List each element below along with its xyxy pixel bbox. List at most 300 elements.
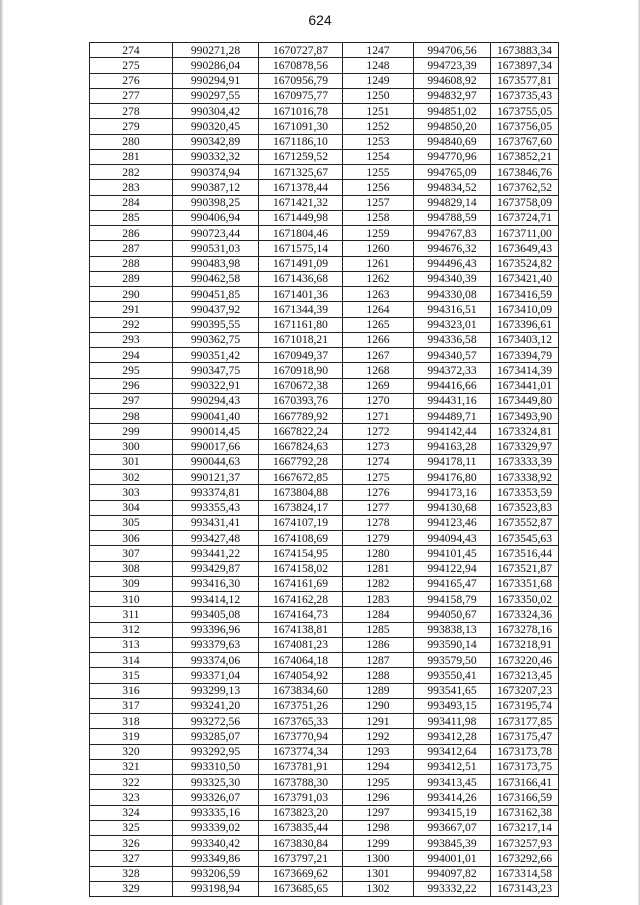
y-coordinate-cell: 1673394,79: [491, 348, 559, 363]
x-coordinate-cell: 993335,16: [173, 805, 259, 820]
y-coordinate-cell: 1673324,81: [491, 424, 559, 439]
point-number-cell: 292: [90, 317, 173, 332]
y-coordinate-cell: 1673577,81: [491, 73, 559, 88]
point-number-cell: 305: [90, 515, 173, 530]
x-coordinate-cell: 993590,14: [414, 637, 491, 652]
point-number-cell: 295: [90, 363, 173, 378]
table-row: [90, 881, 559, 896]
y-coordinate-cell: 1673333,39: [491, 454, 559, 469]
point-number-cell: 1301: [343, 866, 414, 881]
x-coordinate-cell: 990406,94: [173, 210, 259, 225]
point-number-cell: 282: [90, 165, 173, 180]
point-number-cell: 1268: [343, 363, 414, 378]
point-number-cell: 283: [90, 180, 173, 195]
table-row: [90, 622, 559, 637]
point-number-cell: 308: [90, 561, 173, 576]
x-coordinate-cell: 994767,83: [414, 226, 491, 241]
table-row: [90, 271, 559, 286]
point-number-cell: 1256: [343, 180, 414, 195]
x-coordinate-cell: 990451,85: [173, 287, 259, 302]
point-number-cell: 297: [90, 393, 173, 408]
table-row: [90, 195, 559, 210]
x-coordinate-cell: 994340,57: [414, 348, 491, 363]
point-number-cell: 278: [90, 104, 173, 119]
point-number-cell: 1254: [343, 149, 414, 164]
x-coordinate-cell: 994834,52: [414, 180, 491, 195]
point-number-cell: 279: [90, 119, 173, 134]
y-coordinate-cell: 1670393,76: [259, 393, 343, 408]
x-coordinate-cell: 993412,28: [414, 729, 491, 744]
y-coordinate-cell: 1673213,45: [491, 668, 559, 683]
x-coordinate-cell: 990320,45: [173, 119, 259, 134]
x-coordinate-cell: 994340,39: [414, 271, 491, 286]
table-row: [90, 332, 559, 347]
table-row: [90, 805, 559, 820]
table-row: [90, 820, 559, 835]
y-coordinate-cell: 1673516,44: [491, 546, 559, 561]
y-coordinate-cell: 1673416,59: [491, 287, 559, 302]
x-coordinate-cell: 994173,16: [414, 485, 491, 500]
table-row: [90, 698, 559, 713]
y-coordinate-cell: 1671091,30: [259, 119, 343, 134]
table-row: [90, 836, 559, 851]
y-coordinate-cell: 1673449,80: [491, 393, 559, 408]
point-number-cell: 277: [90, 88, 173, 103]
point-number-cell: 1247: [343, 43, 414, 58]
x-coordinate-cell: 993371,04: [173, 668, 259, 683]
y-coordinate-cell: 1673834,60: [259, 683, 343, 698]
x-coordinate-cell: 993379,63: [173, 637, 259, 652]
y-coordinate-cell: 1673173,78: [491, 744, 559, 759]
x-coordinate-cell: 993292,95: [173, 744, 259, 759]
point-number-cell: 1293: [343, 744, 414, 759]
point-number-cell: 321: [90, 759, 173, 774]
y-coordinate-cell: 1673324,36: [491, 607, 559, 622]
point-number-cell: 1259: [343, 226, 414, 241]
y-coordinate-cell: 1674164,73: [259, 607, 343, 622]
y-coordinate-cell: 1667822,24: [259, 424, 343, 439]
x-coordinate-cell: 993310,50: [173, 759, 259, 774]
point-number-cell: 300: [90, 439, 173, 454]
point-number-cell: 1273: [343, 439, 414, 454]
y-coordinate-cell: 1673218,91: [491, 637, 559, 652]
point-number-cell: 1284: [343, 607, 414, 622]
point-number-cell: 316: [90, 683, 173, 698]
x-coordinate-cell: 994676,32: [414, 241, 491, 256]
x-coordinate-cell: 994431,16: [414, 393, 491, 408]
x-coordinate-cell: 994788,59: [414, 210, 491, 225]
x-coordinate-cell: 993272,56: [173, 714, 259, 729]
x-coordinate-cell: 990347,75: [173, 363, 259, 378]
x-coordinate-cell: 994163,28: [414, 439, 491, 454]
x-coordinate-cell: 993541,65: [414, 683, 491, 698]
table-row: [90, 775, 559, 790]
point-number-cell: 324: [90, 805, 173, 820]
y-coordinate-cell: 1673403,12: [491, 332, 559, 347]
point-number-cell: 326: [90, 836, 173, 851]
y-coordinate-cell: 1673797,21: [259, 851, 343, 866]
point-number-cell: 303: [90, 485, 173, 500]
y-coordinate-cell: 1670956,79: [259, 73, 343, 88]
table-row: [90, 790, 559, 805]
x-coordinate-cell: 993299,13: [173, 683, 259, 698]
x-coordinate-cell: 990531,03: [173, 241, 259, 256]
point-number-cell: 312: [90, 622, 173, 637]
y-coordinate-cell: 1673351,68: [491, 576, 559, 591]
table-row: [90, 851, 559, 866]
point-number-cell: 276: [90, 73, 173, 88]
x-coordinate-cell: 994850,20: [414, 119, 491, 134]
y-coordinate-cell: 1673166,41: [491, 775, 559, 790]
y-coordinate-cell: 1673162,38: [491, 805, 559, 820]
table-row: [90, 88, 559, 103]
y-coordinate-cell: 1673217,14: [491, 820, 559, 835]
x-coordinate-cell: 990387,12: [173, 180, 259, 195]
y-coordinate-cell: 1674064,18: [259, 653, 343, 668]
x-coordinate-cell: 994496,43: [414, 256, 491, 271]
table-row: [90, 180, 559, 195]
x-coordinate-cell: 990286,04: [173, 58, 259, 73]
point-number-cell: 1299: [343, 836, 414, 851]
x-coordinate-cell: 993429,87: [173, 561, 259, 576]
y-coordinate-cell: 1673788,30: [259, 775, 343, 790]
table-row: [90, 454, 559, 469]
point-number-cell: 1263: [343, 287, 414, 302]
y-coordinate-cell: 1671018,21: [259, 332, 343, 347]
point-number-cell: 1262: [343, 271, 414, 286]
y-coordinate-cell: 1670975,77: [259, 88, 343, 103]
y-coordinate-cell: 1673791,03: [259, 790, 343, 805]
page-number: 624: [308, 12, 332, 28]
point-number-cell: 319: [90, 729, 173, 744]
point-number-cell: 298: [90, 409, 173, 424]
point-number-cell: 329: [90, 881, 173, 896]
y-coordinate-cell: 1673758,09: [491, 195, 559, 210]
x-coordinate-cell: 990297,55: [173, 88, 259, 103]
table-row: [90, 363, 559, 378]
y-coordinate-cell: 1673257,93: [491, 836, 559, 851]
point-number-cell: 320: [90, 744, 173, 759]
x-coordinate-cell: 990304,42: [173, 104, 259, 119]
y-coordinate-cell: 1671436,68: [259, 271, 343, 286]
y-coordinate-cell: 1673220,46: [491, 653, 559, 668]
y-coordinate-cell: 1667824,63: [259, 439, 343, 454]
x-coordinate-cell: 990374,94: [173, 165, 259, 180]
x-coordinate-cell: 994142,44: [414, 424, 491, 439]
table-row: [90, 226, 559, 241]
point-number-cell: 1258: [343, 210, 414, 225]
x-coordinate-cell: 993396,96: [173, 622, 259, 637]
y-coordinate-cell: 1673493,90: [491, 409, 559, 424]
point-number-cell: 299: [90, 424, 173, 439]
point-number-cell: 285: [90, 210, 173, 225]
y-coordinate-cell: 1671325,67: [259, 165, 343, 180]
y-coordinate-cell: 1673804,88: [259, 485, 343, 500]
x-coordinate-cell: 994316,51: [414, 302, 491, 317]
point-number-cell: 1291: [343, 714, 414, 729]
x-coordinate-cell: 993285,07: [173, 729, 259, 744]
y-coordinate-cell: 1673521,87: [491, 561, 559, 576]
point-number-cell: 284: [90, 195, 173, 210]
x-coordinate-cell: 993405,08: [173, 607, 259, 622]
point-number-cell: 304: [90, 500, 173, 515]
point-number-cell: 1271: [343, 409, 414, 424]
point-number-cell: 301: [90, 454, 173, 469]
y-coordinate-cell: 1671804,46: [259, 226, 343, 241]
point-number-cell: 1278: [343, 515, 414, 530]
y-coordinate-cell: 1673724,71: [491, 210, 559, 225]
y-coordinate-cell: 1674158,02: [259, 561, 343, 576]
y-coordinate-cell: 1673669,62: [259, 866, 343, 881]
point-number-cell: 1295: [343, 775, 414, 790]
table-row: [90, 241, 559, 256]
y-coordinate-cell: 1673846,76: [491, 165, 559, 180]
point-number-cell: 1270: [343, 393, 414, 408]
x-coordinate-cell: 994165,47: [414, 576, 491, 591]
x-coordinate-cell: 990342,89: [173, 134, 259, 149]
y-coordinate-cell: 1673897,34: [491, 58, 559, 73]
y-coordinate-cell: 1673414,39: [491, 363, 559, 378]
point-number-cell: 290: [90, 287, 173, 302]
y-coordinate-cell: 1673751,26: [259, 698, 343, 713]
table-row: [90, 546, 559, 561]
y-coordinate-cell: 1673552,87: [491, 515, 559, 530]
x-coordinate-cell: 990271,28: [173, 43, 259, 58]
y-coordinate-cell: 1673770,94: [259, 729, 343, 744]
y-coordinate-cell: 1671449,98: [259, 210, 343, 225]
x-coordinate-cell: 990017,66: [173, 439, 259, 454]
x-coordinate-cell: 990483,98: [173, 256, 259, 271]
x-coordinate-cell: 994832,97: [414, 88, 491, 103]
point-number-cell: 1266: [343, 332, 414, 347]
y-coordinate-cell: 1673421,40: [491, 271, 559, 286]
y-coordinate-cell: 1671575,14: [259, 241, 343, 256]
x-coordinate-cell: 990294,43: [173, 393, 259, 408]
point-number-cell: 328: [90, 866, 173, 881]
x-coordinate-cell: 993414,26: [414, 790, 491, 805]
table-row: [90, 73, 559, 88]
x-coordinate-cell: 990121,37: [173, 470, 259, 485]
y-coordinate-cell: 1673353,59: [491, 485, 559, 500]
table-row: [90, 561, 559, 576]
table-row: [90, 165, 559, 180]
x-coordinate-cell: 990294,91: [173, 73, 259, 88]
point-number-cell: 1296: [343, 790, 414, 805]
y-coordinate-cell: 1673545,63: [491, 531, 559, 546]
point-number-cell: 306: [90, 531, 173, 546]
x-coordinate-cell: 993427,48: [173, 531, 259, 546]
y-coordinate-cell: 1670949,37: [259, 348, 343, 363]
x-coordinate-cell: 990723,44: [173, 226, 259, 241]
table-row: [90, 302, 559, 317]
point-number-cell: 1287: [343, 653, 414, 668]
point-number-cell: 302: [90, 470, 173, 485]
x-coordinate-cell: 990014,45: [173, 424, 259, 439]
x-coordinate-cell: 994829,14: [414, 195, 491, 210]
point-number-cell: 317: [90, 698, 173, 713]
y-coordinate-cell: 1673177,85: [491, 714, 559, 729]
x-coordinate-cell: 993340,42: [173, 836, 259, 851]
point-number-cell: 1249: [343, 73, 414, 88]
x-coordinate-cell: 993339,02: [173, 820, 259, 835]
y-coordinate-cell: 1673781,91: [259, 759, 343, 774]
y-coordinate-cell: 1673173,75: [491, 759, 559, 774]
point-number-cell: 315: [90, 668, 173, 683]
x-coordinate-cell: 994101,45: [414, 546, 491, 561]
y-coordinate-cell: 1673410,09: [491, 302, 559, 317]
x-coordinate-cell: 990044,63: [173, 454, 259, 469]
y-coordinate-cell: 1673195,74: [491, 698, 559, 713]
point-number-cell: 1272: [343, 424, 414, 439]
table-row: [90, 607, 559, 622]
point-number-cell: 1275: [343, 470, 414, 485]
page-edge-left: [0, 0, 3, 905]
y-coordinate-cell: 1671161,80: [259, 317, 343, 332]
y-coordinate-cell: 1670878,56: [259, 58, 343, 73]
y-coordinate-cell: 1673765,33: [259, 714, 343, 729]
point-number-cell: 314: [90, 653, 173, 668]
y-coordinate-cell: 1671378,44: [259, 180, 343, 195]
y-coordinate-cell: 1670918,90: [259, 363, 343, 378]
table-row: [90, 149, 559, 164]
point-number-cell: 1289: [343, 683, 414, 698]
y-coordinate-cell: 1671186,10: [259, 134, 343, 149]
y-coordinate-cell: 1673830,84: [259, 836, 343, 851]
x-coordinate-cell: 994097,82: [414, 866, 491, 881]
point-number-cell: 1252: [343, 119, 414, 134]
table-row: [90, 210, 559, 225]
x-coordinate-cell: 993412,64: [414, 744, 491, 759]
x-coordinate-cell: 993415,19: [414, 805, 491, 820]
x-coordinate-cell: 994001,01: [414, 851, 491, 866]
x-coordinate-cell: 990437,92: [173, 302, 259, 317]
y-coordinate-cell: 1673278,16: [491, 622, 559, 637]
table-row: [90, 714, 559, 729]
x-coordinate-cell: 990041,40: [173, 409, 259, 424]
y-coordinate-cell: 1667792,28: [259, 454, 343, 469]
x-coordinate-cell: 994489,71: [414, 409, 491, 424]
point-number-cell: 307: [90, 546, 173, 561]
x-coordinate-cell: 993431,41: [173, 515, 259, 530]
point-number-cell: 1277: [343, 500, 414, 515]
x-coordinate-cell: 993374,06: [173, 653, 259, 668]
table-row: [90, 576, 559, 591]
x-coordinate-cell: 994330,08: [414, 287, 491, 302]
x-coordinate-cell: 993349,86: [173, 851, 259, 866]
x-coordinate-cell: 993325,30: [173, 775, 259, 790]
point-number-cell: 313: [90, 637, 173, 652]
point-number-cell: 289: [90, 271, 173, 286]
y-coordinate-cell: 1673175,47: [491, 729, 559, 744]
point-number-cell: 1253: [343, 134, 414, 149]
x-coordinate-cell: 993411,98: [414, 714, 491, 729]
x-coordinate-cell: 994723,39: [414, 58, 491, 73]
point-number-cell: 311: [90, 607, 173, 622]
y-coordinate-cell: 1671259,52: [259, 149, 343, 164]
table-row: [90, 58, 559, 73]
point-number-cell: 1294: [343, 759, 414, 774]
table-row: [90, 668, 559, 683]
y-coordinate-cell: 1667672,85: [259, 470, 343, 485]
x-coordinate-cell: 990322,91: [173, 378, 259, 393]
point-number-cell: 1282: [343, 576, 414, 591]
y-coordinate-cell: 1674161,69: [259, 576, 343, 591]
point-number-cell: 286: [90, 226, 173, 241]
y-coordinate-cell: 1673756,05: [491, 119, 559, 134]
x-coordinate-cell: 993414,12: [173, 592, 259, 607]
y-coordinate-cell: 1673767,60: [491, 134, 559, 149]
y-coordinate-cell: 1673396,61: [491, 317, 559, 332]
y-coordinate-cell: 1674162,28: [259, 592, 343, 607]
point-number-cell: 1255: [343, 165, 414, 180]
x-coordinate-cell: 994840,69: [414, 134, 491, 149]
y-coordinate-cell: 1674138,81: [259, 622, 343, 637]
point-number-cell: 1302: [343, 881, 414, 896]
table-row: [90, 515, 559, 530]
x-coordinate-cell: 993374,81: [173, 485, 259, 500]
x-coordinate-cell: 990395,55: [173, 317, 259, 332]
x-coordinate-cell: 994094,43: [414, 531, 491, 546]
y-coordinate-cell: 1673711,00: [491, 226, 559, 241]
point-number-cell: 296: [90, 378, 173, 393]
x-coordinate-cell: 994416,66: [414, 378, 491, 393]
y-coordinate-cell: 1673523,83: [491, 500, 559, 515]
x-coordinate-cell: 993412,51: [414, 759, 491, 774]
point-number-cell: 1290: [343, 698, 414, 713]
y-coordinate-cell: 1673774,34: [259, 744, 343, 759]
x-coordinate-cell: 994123,46: [414, 515, 491, 530]
point-number-cell: 1265: [343, 317, 414, 332]
point-number-cell: 1264: [343, 302, 414, 317]
y-coordinate-cell: 1673835,44: [259, 820, 343, 835]
x-coordinate-cell: 993550,41: [414, 668, 491, 683]
y-coordinate-cell: 1674081,23: [259, 637, 343, 652]
x-coordinate-cell: 990351,42: [173, 348, 259, 363]
point-number-cell: 274: [90, 43, 173, 58]
table-row: [90, 393, 559, 408]
point-number-cell: 1297: [343, 805, 414, 820]
table-row: [90, 653, 559, 668]
point-number-cell: 327: [90, 851, 173, 866]
table-row: [90, 637, 559, 652]
point-number-cell: 1298: [343, 820, 414, 835]
table-row: [90, 531, 559, 546]
table-row: [90, 287, 559, 302]
point-number-cell: 294: [90, 348, 173, 363]
x-coordinate-cell: 994050,67: [414, 607, 491, 622]
y-coordinate-cell: 1674054,92: [259, 668, 343, 683]
x-coordinate-cell: 993579,50: [414, 653, 491, 668]
y-coordinate-cell: 1673735,43: [491, 88, 559, 103]
point-number-cell: 280: [90, 134, 173, 149]
x-coordinate-cell: 993413,45: [414, 775, 491, 790]
x-coordinate-cell: 993198,94: [173, 881, 259, 896]
x-coordinate-cell: 993441,22: [173, 546, 259, 561]
y-coordinate-cell: 1674107,19: [259, 515, 343, 530]
x-coordinate-cell: 994323,01: [414, 317, 491, 332]
coordinates-table: [89, 42, 559, 897]
point-number-cell: 1261: [343, 256, 414, 271]
point-number-cell: 288: [90, 256, 173, 271]
point-number-cell: 1279: [343, 531, 414, 546]
x-coordinate-cell: 993845,39: [414, 836, 491, 851]
y-coordinate-cell: 1673143,23: [491, 881, 559, 896]
y-coordinate-cell: 1673649,43: [491, 241, 559, 256]
y-coordinate-cell: 1673762,52: [491, 180, 559, 195]
y-coordinate-cell: 1673314,58: [491, 866, 559, 881]
x-coordinate-cell: 993667,07: [414, 820, 491, 835]
x-coordinate-cell: 993326,07: [173, 790, 259, 805]
